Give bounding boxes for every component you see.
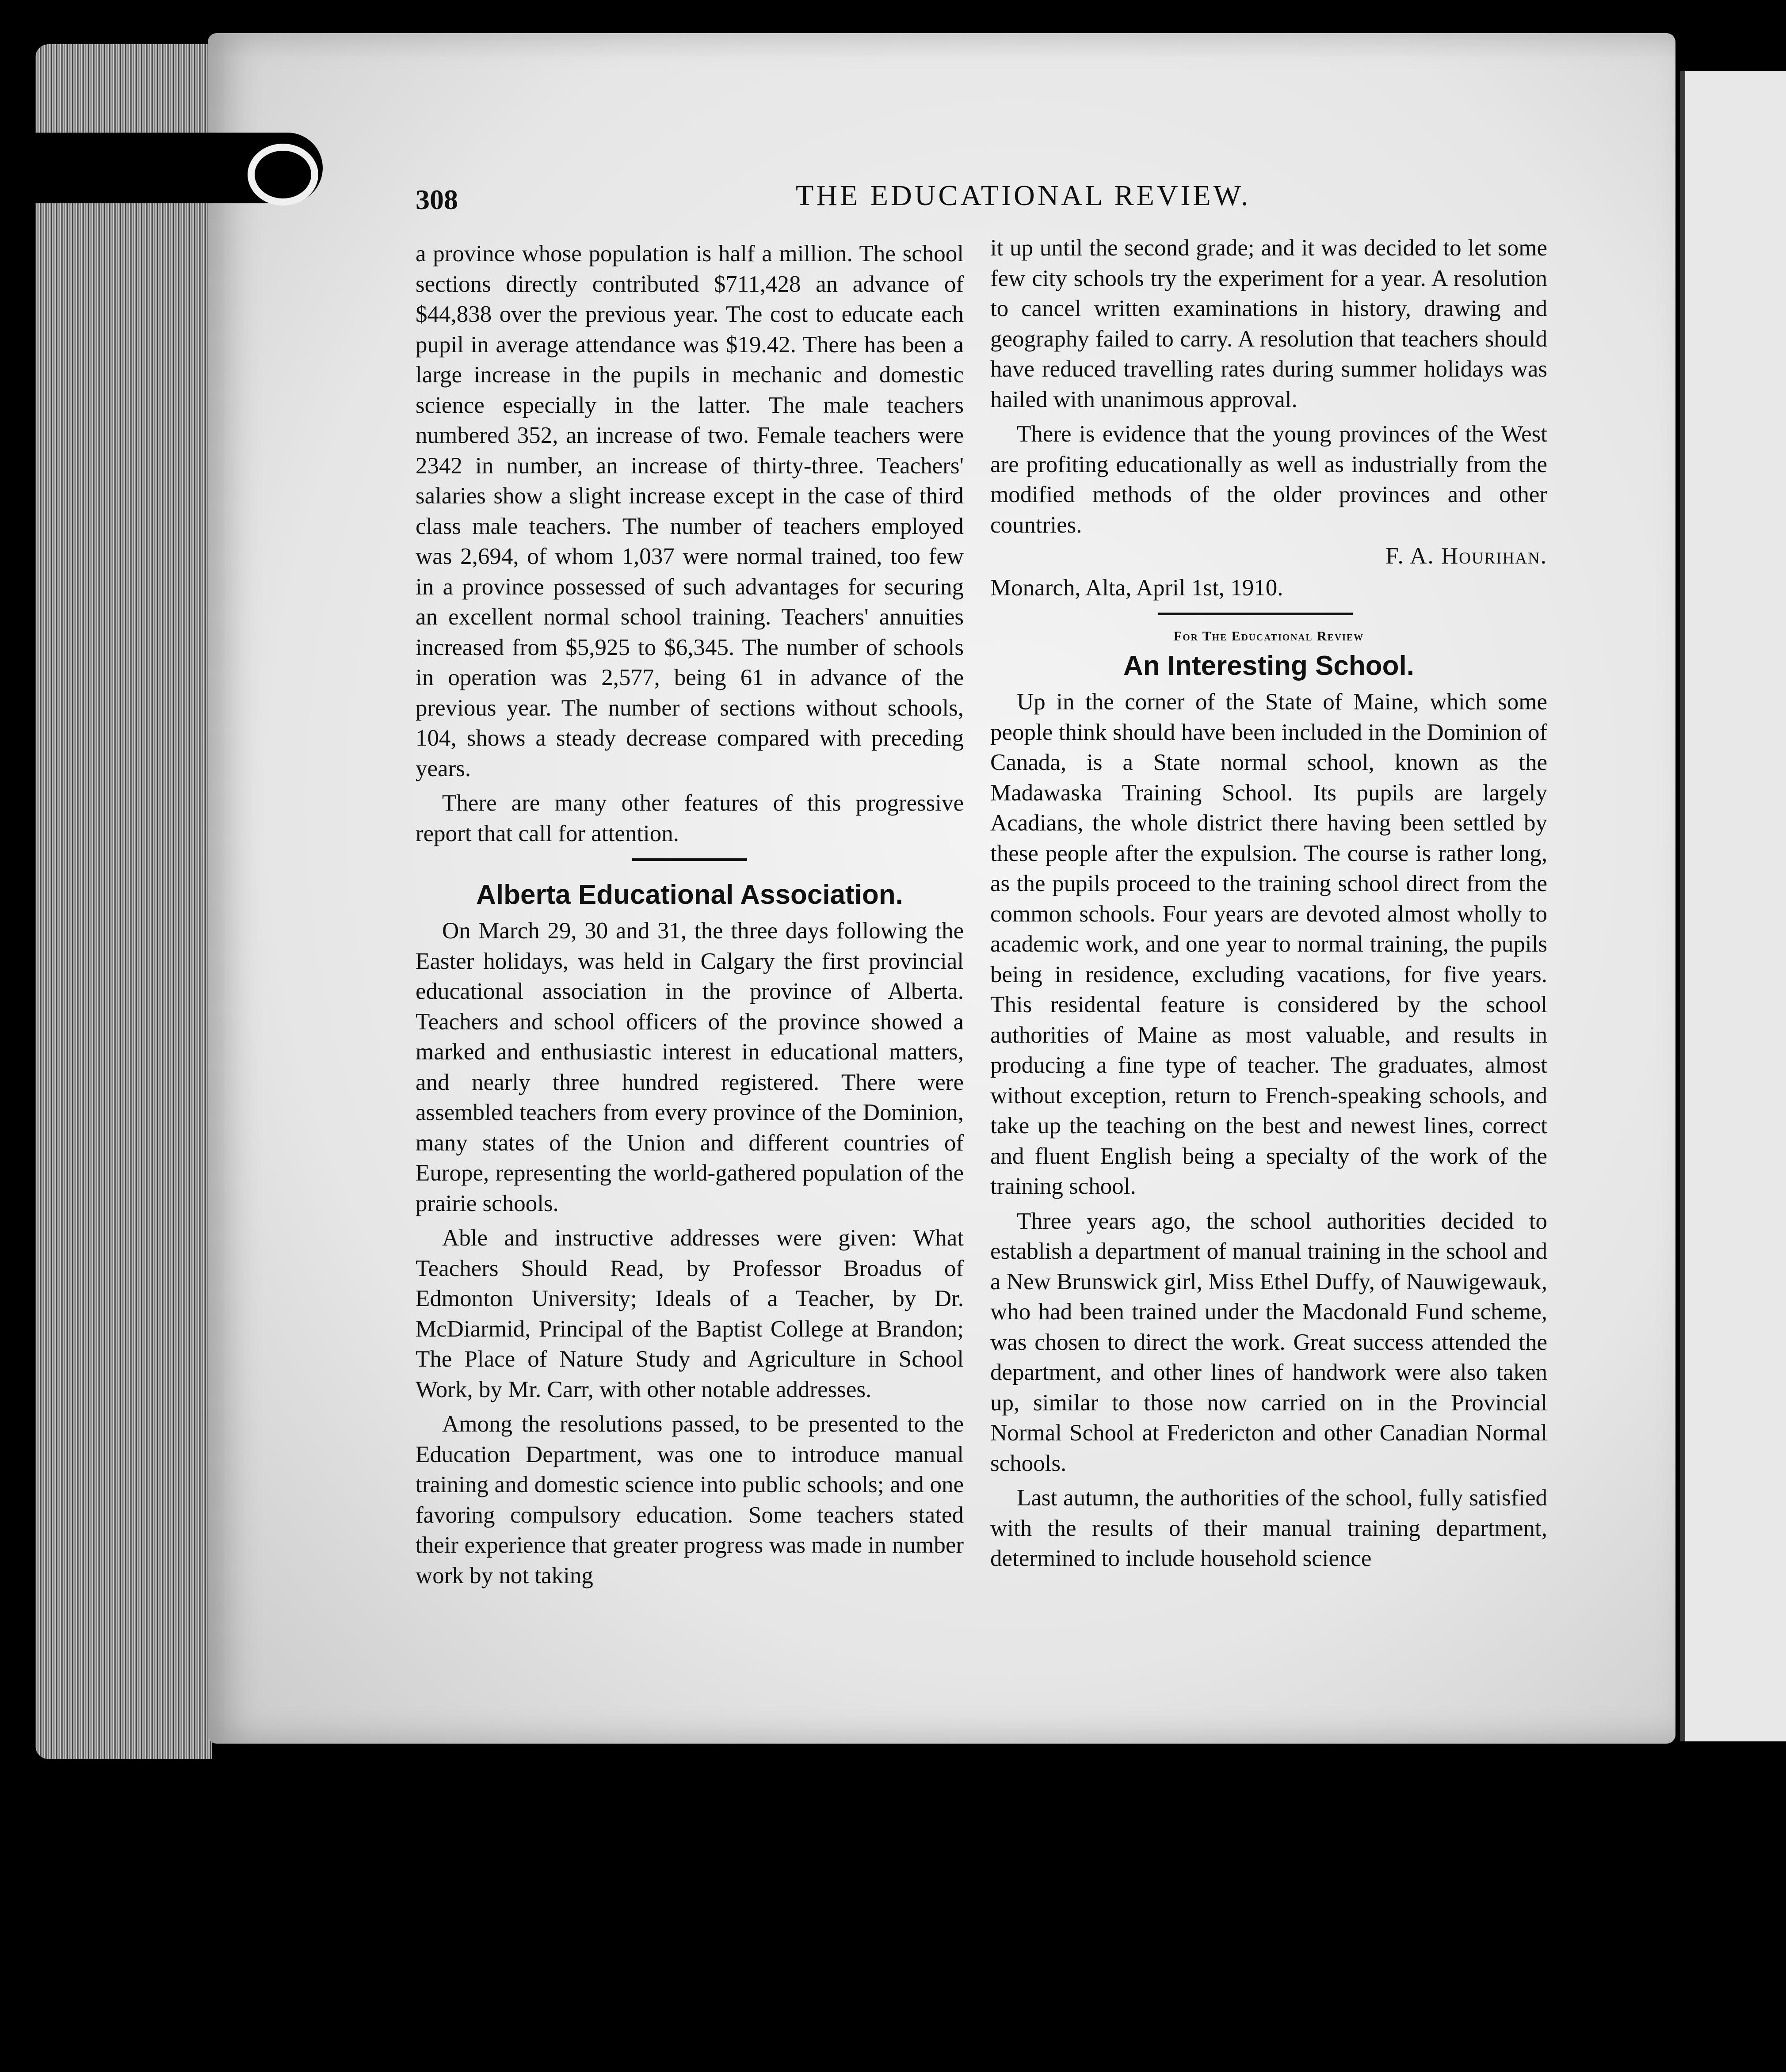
clip-ring <box>248 144 318 206</box>
author-signature: F. A. Hourihan. <box>1385 543 1547 569</box>
running-title: THE EDUCATIONAL REVIEW. <box>796 179 1251 212</box>
left-paragraph-4: Able and instructive addresses were given: What Teachers Should Read, by Professor Broadus of Edmonton University; Ideals of a Teacher, by Dr. McDiarmid, Principal of the Baptist College at Brandon; The Place of Nature Study and Agriculture in School Work, by Mr. Carr, with other notable addresses. <box>416 1225 964 1402</box>
left-paragraph-3: On March 29, 30 and 31, the three days following the Easter holidays, was held in Calgary the first provincial educational association in the province of Alberta. Teachers and school officers of the province showed a marked and enthusiastic interest in educational matters, and nearly three hundred registered. There were assembled teachers from every province of the Dominion, many states of the Union and different countries of Europe, representing the world-gathered population of the prairie schools. <box>416 918 964 1216</box>
left-paragraph-1: a province whose population is half a million. The school sections directly contributed $711,428 an advance of $44,838 over the previous year. The cost to educate each pupil in average attendance was $19.42. There has been a large increase in the pupils in mechanic and domestic science especially in the latter. The male teachers numbered 352, an increase of two. Female teachers were 2342 in number, an increase of thirty-three. Teachers' salaries show a slight increase except in the case of third class male teachers. The number of teachers employed was 2,694, of whom 1,037 were normal trained, too few in a province possessed of such advantages for securing an excellent normal school training. Teachers' annuities increased from $5,925 to $6,345. The number of schools in operation was 2,577, being 61 in advance of the previous year. The number of sections without schools, 104, shows a steady decrease compared with preceding years. <box>416 241 964 781</box>
section-divider <box>632 858 747 861</box>
right-paragraph-1: it up until the second grade; and it was decided to let some few city schools try the experiment for a year. A resolution to cancel written examinations in history, drawing and geography failed to carry. A resolution that teachers should have reduced travelling rates during summer holidays was hailed with unanimous approval. <box>990 235 1547 412</box>
next-page-edge <box>1680 71 1786 1741</box>
right-paragraph-2: There is evidence that the young provinces of the West are profiting educationally as well as industrially from the modified methods of the older provinces and other countries. <box>990 421 1547 538</box>
section-divider-right <box>1158 613 1353 615</box>
article-kicker: For The Educational Review <box>1173 629 1364 644</box>
article-heading-alberta: Alberta Educational Association. <box>476 880 903 910</box>
right-paragraph-4: Three years ago, the school authorities decided to establish a department of manual training in the school and a New Brunswick girl, Miss Ethel Duffy, of Nauwigewauk, who had been trained under the Macdonald Fund scheme, was chosen to direct the work. Great success attended the department, and other lines of handwork were also taken up, similar to those now carried on in the Provincial Normal School at Fredericton and other Canadian Normal schools. <box>990 1208 1547 1476</box>
right-paragraph-5: Last autumn, the authorities of the school, fully satisfied with the results of their manual training department, determined to include household science <box>990 1485 1547 1571</box>
page-number: 308 <box>416 184 458 215</box>
book-page-edges <box>35 44 212 1759</box>
dateline: Monarch, Alta, April 1st, 1910. <box>990 575 1283 601</box>
article-heading-interesting-school: An Interesting School. <box>1123 651 1414 681</box>
right-column <box>990 233 1547 1574</box>
left-paragraph-2: There are many other features of this progressive report that call for attention. <box>416 790 964 846</box>
left-paragraph-5: Among the resolutions passed, to be presented to the Education Department, was one to introduce manual training and domestic science into public schools; and one favoring compulsory education. Some teachers stated their experience that greater progress was made in number work by not taking <box>416 1411 964 1588</box>
page-header <box>416 175 1547 223</box>
right-paragraph-3: Up in the corner of the State of Maine, which some people think should have been included in the Dominion of Canada, is a State normal school, known as the Madawaska Training School. Its pupils are largely Acadians, the whole district there having been settled by these people after the expulsion. The course is rather long, as the pupils proceed to the training school direct from the common schools. Four years are devoted almost wholly to academic work, and one year to normal training, the pupils being in residence, excluding vacations, for five years. This residental feature is considered by the school authorities of Maine as most valuable, and results in producing a fine type of teacher. The graduates, almost without exception, return to French-speaking schools, and take up the teaching on the best and newest lines, correct and fluent English being a specialty of the work of the training school. <box>990 689 1547 1199</box>
left-column <box>416 239 964 1591</box>
